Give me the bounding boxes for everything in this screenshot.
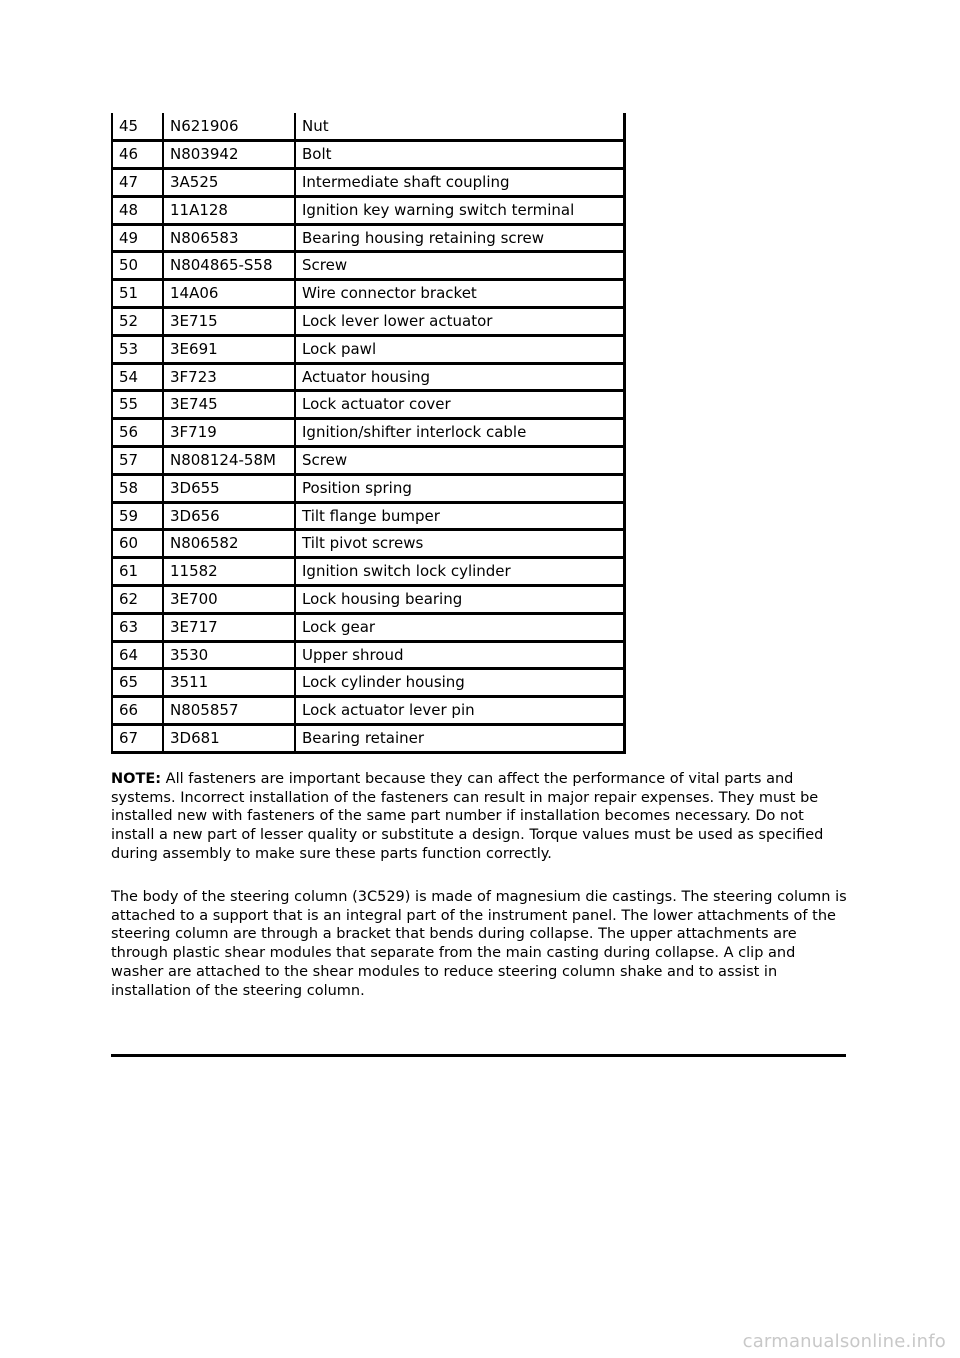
part-number-cell: 3F723 <box>163 363 295 391</box>
description-cell: Tilt pivot screws <box>295 530 625 558</box>
table-row <box>112 530 625 558</box>
description-cell: Lock pawl <box>295 335 625 363</box>
description-cell: Position spring <box>295 474 625 502</box>
item-number-cell: 48 <box>112 196 163 224</box>
part-number-cell: 3E717 <box>163 613 295 641</box>
item-number-cell: 53 <box>112 335 163 363</box>
note-label: NOTE: <box>111 771 162 787</box>
table-row <box>112 335 625 363</box>
part-number-cell: 11582 <box>163 558 295 586</box>
note-paragraph <box>111 770 851 864</box>
table-row <box>112 502 625 530</box>
item-number-cell: 67 <box>112 725 163 753</box>
table-row <box>112 613 625 641</box>
description-cell: Ignition key warning switch terminal <box>295 196 625 224</box>
item-number-cell: 55 <box>112 391 163 419</box>
table-row <box>112 113 625 141</box>
item-number-cell: 49 <box>112 224 163 252</box>
part-number-cell: N805857 <box>163 697 295 725</box>
part-number-cell: 3E700 <box>163 586 295 614</box>
item-number-cell: 65 <box>112 669 163 697</box>
description-cell: Bolt <box>295 141 625 169</box>
description-cell: Lock actuator cover <box>295 391 625 419</box>
description-cell: Ignition switch lock cylinder <box>295 558 625 586</box>
table-row <box>112 558 625 586</box>
table-row <box>112 169 625 197</box>
part-number-cell: N803942 <box>163 141 295 169</box>
table-row <box>112 725 625 753</box>
table-row <box>112 586 625 614</box>
item-number-cell: 45 <box>112 113 163 141</box>
item-number-cell: 58 <box>112 474 163 502</box>
description-cell: Lock gear <box>295 613 625 641</box>
item-number-cell: 64 <box>112 641 163 669</box>
part-number-cell: N808124-58M <box>163 447 295 475</box>
part-number-cell: 3D681 <box>163 725 295 753</box>
description-cell: Lock actuator lever pin <box>295 697 625 725</box>
table-row <box>112 252 625 280</box>
item-number-cell: 62 <box>112 586 163 614</box>
item-number-cell: 56 <box>112 419 163 447</box>
description-cell: Upper shroud <box>295 641 625 669</box>
table-row <box>112 474 625 502</box>
steering-column-description: The body of the steering column (3C529) is made of magnesium die castings. The steering column is attached to a support that is an integral part of the instrument panel. The lower attachments of the steering column are through a bracket that bends during collapse. The upper attachments are through plastic shear modules that separate from the main casting during collapse. A clip and washer are attached to the shear modules to reduce steering column shake and to assist in installation of the steering column. <box>111 889 847 999</box>
part-number-cell: 3D655 <box>163 474 295 502</box>
table-row <box>112 697 625 725</box>
part-number-cell: N621906 <box>163 113 295 141</box>
part-number-cell: 3F719 <box>163 419 295 447</box>
part-number-cell: 3511 <box>163 669 295 697</box>
item-number-cell: 52 <box>112 308 163 336</box>
item-number-cell: 63 <box>112 613 163 641</box>
item-number-cell: 66 <box>112 697 163 725</box>
item-number-cell: 46 <box>112 141 163 169</box>
description-cell: Ignition/shifter interlock cable <box>295 419 625 447</box>
table-row <box>112 391 625 419</box>
item-number-cell: 50 <box>112 252 163 280</box>
part-number-cell: 3530 <box>163 641 295 669</box>
part-number-cell: 14A06 <box>163 280 295 308</box>
table-row <box>112 196 625 224</box>
item-number-cell: 54 <box>112 363 163 391</box>
description-cell: Intermediate shaft coupling <box>295 169 625 197</box>
parts-table-body <box>112 113 625 752</box>
table-row <box>112 280 625 308</box>
part-number-cell: 3A525 <box>163 169 295 197</box>
description-cell: Nut <box>295 113 625 141</box>
bottom-divider <box>111 1054 846 1057</box>
table-row <box>112 419 625 447</box>
item-number-cell: 47 <box>112 169 163 197</box>
table-row <box>112 141 625 169</box>
description-cell: Actuator housing <box>295 363 625 391</box>
description-cell: Lock housing bearing <box>295 586 625 614</box>
description-cell: Screw <box>295 252 625 280</box>
description-cell: Wire connector bracket <box>295 280 625 308</box>
part-number-cell: 11A128 <box>163 196 295 224</box>
description-cell: Tilt flange bumper <box>295 502 625 530</box>
description-cell: Screw <box>295 447 625 475</box>
description-cell: Lock lever lower actuator <box>295 308 625 336</box>
part-number-cell: N806583 <box>163 224 295 252</box>
table-row <box>112 641 625 669</box>
item-number-cell: 61 <box>112 558 163 586</box>
parts-table <box>111 113 626 754</box>
description-cell: Lock cylinder housing <box>295 669 625 697</box>
note-text: All fasteners are important because they can affect the performance of vital parts and systems. Incorrect installation of the fasteners can result in major repair expenses. They must be installed new with fasteners of the same part number if installation becomes necessary. Do not install a new part of lesser quality or substitute a design. Torque values must be used as specified during assembly to make sure these parts function correctly. <box>111 771 824 862</box>
table-row <box>112 447 625 475</box>
description-cell: Bearing housing retaining screw <box>295 224 625 252</box>
table-row <box>112 363 625 391</box>
part-number-cell: N806582 <box>163 530 295 558</box>
table-row <box>112 308 625 336</box>
part-number-cell: N804865-S58 <box>163 252 295 280</box>
description-cell: Bearing retainer <box>295 725 625 753</box>
table-row <box>112 669 625 697</box>
site-watermark: carmanualsonline.info <box>742 1331 946 1352</box>
item-number-cell: 51 <box>112 280 163 308</box>
part-number-cell: 3D656 <box>163 502 295 530</box>
table-row <box>112 224 625 252</box>
part-number-cell: 3E715 <box>163 308 295 336</box>
item-number-cell: 59 <box>112 502 163 530</box>
part-number-cell: 3E745 <box>163 391 295 419</box>
part-number-cell: 3E691 <box>163 335 295 363</box>
item-number-cell: 57 <box>112 447 163 475</box>
item-number-cell: 60 <box>112 530 163 558</box>
